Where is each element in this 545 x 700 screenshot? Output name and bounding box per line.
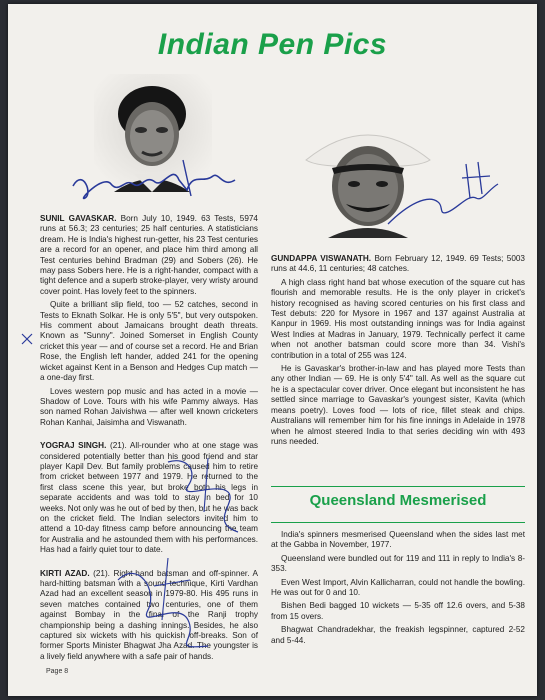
autograph-signature — [63, 154, 243, 204]
gavaskar-paragraph-3: Loves western pop music and has acted in a movie — Shadow of Love. Tours with his wife Pammy always. Has son named Rohan Jaivishwa — after well known cricketers Rohan Kanhai, Jaisimha and Viswanath. — [40, 386, 258, 427]
page-title: Indian Pen Pics — [157, 28, 388, 61]
queensland-paragraph-2: Queensland were bundled out for 119 and 111 in reply to India's 8-353. — [271, 553, 525, 574]
azad-bio: KIRTI AZAD. (21). Right-hand batsman and off-spinner. A hard-hitting batsman with a sound technique, Kirti Vardhan Azad had an excellent season in 1979-80. His 495 runs in seven matches contained two centuries, one of them against Bombay in the final of the Ranji trophy championship being a dashing innings. Besides, he also captured six wickets with his quickish off-breaks. Son of former Sports Minister Bhagwat Jha Azad. The youngster is a lively field anywhere with a safe pair of hands. — [40, 568, 258, 661]
queensland-paragraph-1: India's spinners mesmerised Queensland when the sides last met at the Gabba in November, 1977. — [271, 530, 525, 550]
viswanath-paragraph-3: He is Gavaskar's brother-in-law and has played more Tests than any other Indian — 69. He is only 5'4" tall. As well as the square cut he is a spectacular cover driver. Once elegant but inconsistent he has settled since marriage to Gavaskar's youngest sister, Kavita (which means poetry). Loves food — lots of rice, fillet steak and chips. Australians will remember him for his fine innings in Adelaide in 1978 when he almost steered India to that series deciding win with 493 runs needed. — [271, 364, 525, 446]
gavaskar-bio: SUNIL GAVASKAR. Born July 10, 1949. 63 Tests, 5974 runs at 56.3; 23 centuries; 25 half centuries. A statisticians dream. He is India's highest run-getter, his 23 Test centuries are a record for an opener, and place him third among all Test centuries behind Bradman (29) and Sobers (26). He may pass Sobers here. He is a right-hander, compact with a tight defence and a superb stroke-player, very wristy around cover point. Has lovely feet to the spinners. — [40, 214, 258, 296]
yograj-bio: YOGRAJ SINGH. (21). All-rounder who at one stage was considered potentially better than his good friend and star player Kapil Dev. But family problems caused him to retire from cricket between 1977 and 1979. He returned to the first class scene this year, but broke both his legs in separate accidents and was told to stay in bed for 10 weeks. Not only was he out of bed by then, but he was back on the cricket field. The Indian selectors invited him to attend a 10-day fitness camp before announcing the team for Australia and he astounded them with his performances. Has had a fairly quiet tour to date. — [40, 441, 258, 555]
autograph-signature-3 — [148, 452, 268, 542]
viswanath-paragraph-2: A high class right hand bat whose execution of the square cut has flourish and memorable results. He is the only player in cricket's history recognised as having scored centuries on his first class and Test debuts: 220 for Mysore in 1967 and 137 against Australia at Kanpur in 1969. His most outstanding innings was for India against West Indies at Madras in January, 1979. Technically perfect it came when not another batsman could score more than 34. Vishi's contribution in a total of 255 was 124. — [271, 277, 525, 360]
section-divider — [271, 522, 525, 523]
queensland-paragraph-3: Even West Import, Alvin Kallicharran, could not handle the bowling. He was out for 0 and 10. — [271, 577, 525, 598]
autograph-signature-4 — [98, 550, 228, 660]
page-number: Page 8 — [46, 668, 69, 675]
queensland-paragraph-5: Bhagwat Chandradekhar, the freakish legspinner, captured 2-52 and 5-44. — [271, 625, 525, 645]
queensland-heading: Queensland Mesmerised — [309, 492, 487, 509]
x-mark-icon — [20, 332, 34, 346]
autograph-signature-2 — [378, 154, 518, 234]
right-column — [271, 254, 525, 450]
viswanath-bio: GUNDAPPA VISWANATH. Born February 12, 1949. 69 Tests; 5003 runs at 44.6, 11 centuries; 48 catches. — [271, 254, 525, 274]
magazine-page — [8, 4, 537, 696]
queensland-paragraph-4: Bishen Bedi bagged 10 wickets — 5-35 off 12.6 overs, and 5-38 from 15 overs. — [271, 601, 525, 621]
queensland-article — [271, 530, 525, 649]
section-divider-top — [271, 486, 525, 487]
gavaskar-paragraph-2: Quite a brilliant slip field, too — 52 catches, second in Tests to Eknath Solkar. He is only 5'5", but very outspoken. His comment about Jamaicans brought death threats. Known as "Sunny". Joined Somerset in English County cricket this year — and of course set a record. He and Brian Rose, the English left hander, added 241 for the opening wicket against Kent in a Benson and Hedges Cup match — a one-day first. — [40, 300, 258, 383]
